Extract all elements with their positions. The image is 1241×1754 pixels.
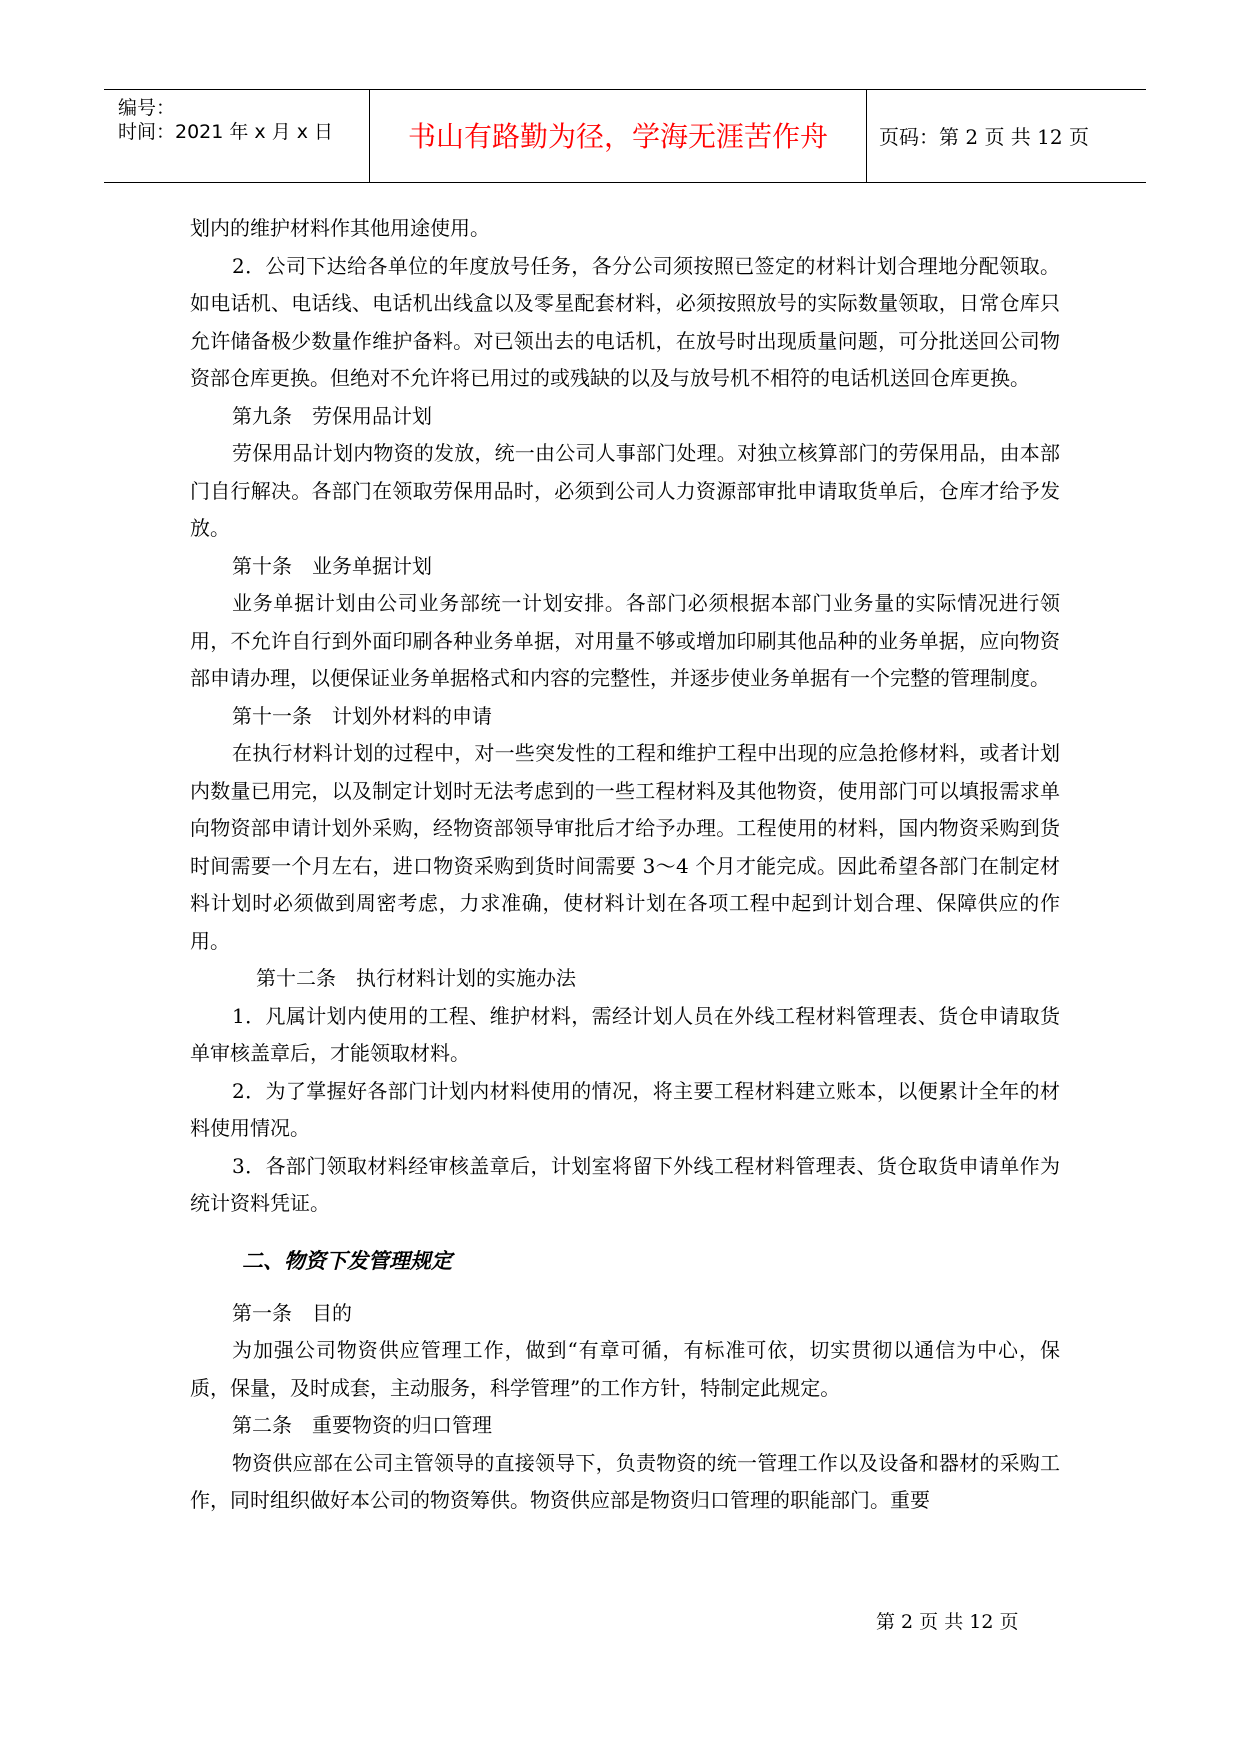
paragraph: 2．公司下达给各单位的年度放号任务，各分公司须按照已签定的材料计划合理地分配领取。如电话机、电话线、电话机出线盒以及零星配套材料，必须按照放号的实际数量领取，日常仓库只允许储备极少数量作维护备料。对已领出去的电话机，在放号时出现质量问题，可分批送回公司物资部仓库更换。但绝对不允许将已用过的或残缺的以及与放号机不相符的电话机送回仓库更换。 bbox=[190, 253, 1060, 390]
paragraph: 划内的维护材料作其他用途使用。 bbox=[190, 216, 490, 240]
document-time-label: 时间：2021 年 x 月 x 日 bbox=[118, 121, 334, 143]
header-motto: 书山有路勤为径，学海无涯苦作舟 bbox=[407, 120, 828, 153]
paragraph: 1．凡属计划内使用的工程、维护材料，需经计划人员在外线工程材料管理表、货仓申请取货单审核盖章后，才能领取材料。 bbox=[190, 1003, 1060, 1065]
paragraph: 为加强公司物资供应管理工作，做到“有章可循，有标准可依，切实贯彻以通信为中心，保质，保量，及时成套，主动服务，科学管理”的工作方针，特制定此规定。 bbox=[190, 1338, 1060, 1400]
article-heading: 第十条 业务单据计划 bbox=[232, 553, 432, 578]
header-page-info: 页码：第 2 页 共 12 页 bbox=[879, 125, 1089, 149]
paragraph: 物资供应部在公司主管领导的直接领导下，负责物资的统一管理工作以及设备和器材的采购工作，同时组织做好本公司的物资筹供。物资供应部是物资归口管理的职能部门。重要 bbox=[190, 1450, 1060, 1512]
page-footer: 第 2 页 共 12 页 bbox=[876, 1611, 1019, 1633]
header-meta-cell bbox=[104, 90, 370, 182]
paragraph: 3．各部门领取材料经审核盖章后，计划室将留下外线工程材料管理表、货仓取货申请单作为统计资料凭证。 bbox=[190, 1153, 1060, 1215]
article-heading: 第二条 重要物资的归口管理 bbox=[232, 1413, 492, 1437]
header-motto-cell bbox=[370, 90, 867, 182]
paragraph: 2．为了掌握好各部门计划内材料使用的情况，将主要工程材料建立账本，以便累计全年的材料使用情况。 bbox=[190, 1078, 1060, 1140]
article-heading: 第一条 目的 bbox=[232, 1300, 352, 1325]
page-header bbox=[104, 89, 1146, 183]
article-heading: 第十二条 执行材料计划的实施办法 bbox=[256, 966, 576, 990]
section-heading: 二、物资下发管理规定 bbox=[242, 1248, 452, 1273]
article-heading: 第十一条 计划外材料的申请 bbox=[232, 703, 492, 728]
document-body bbox=[190, 210, 1060, 1520]
article-heading: 第九条 劳保用品计划 bbox=[232, 403, 432, 428]
header-page-cell bbox=[867, 90, 1146, 182]
paragraph: 在执行材料计划的过程中，对一些突发性的工程和维护工程中出现的应急抢修材料，或者计划内数量已用完，以及制定计划时无法考虑到的一些工程材料及其他物资，使用部门可以填报需求单向物资部申请计划外采购，经物资部领导审批后才给予办理。工程使用的材料，国内物资采购到货时间需要一个月左右，进口物资采购到货时间需要 3～4 个月才能完成。因此希望各部门在制定材料计划时必须做到周密考虑，力求准确，使材料计划在各项工程中起到计划合理、保障供应的作用。 bbox=[190, 741, 1060, 953]
document-number-label: 编号： bbox=[118, 97, 176, 119]
paragraph: 劳保用品计划内物资的发放，统一由公司人事部门处理。对独立核算部门的劳保用品，由本部门自行解决。各部门在领取劳保用品时，必须到公司人力资源部审批申请取货单后，仓库才给予发放。 bbox=[190, 441, 1060, 540]
paragraph: 业务单据计划由公司业务部统一计划安排。各部门必须根据本部门业务量的实际情况进行领用，不允许自行到外面印刷各种业务单据，对用量不够或增加印刷其他品种的业务单据，应向物资部申请办理，以便保证业务单据格式和内容的完整性，并逐步使业务单据有一个完整的管理制度。 bbox=[190, 591, 1060, 690]
